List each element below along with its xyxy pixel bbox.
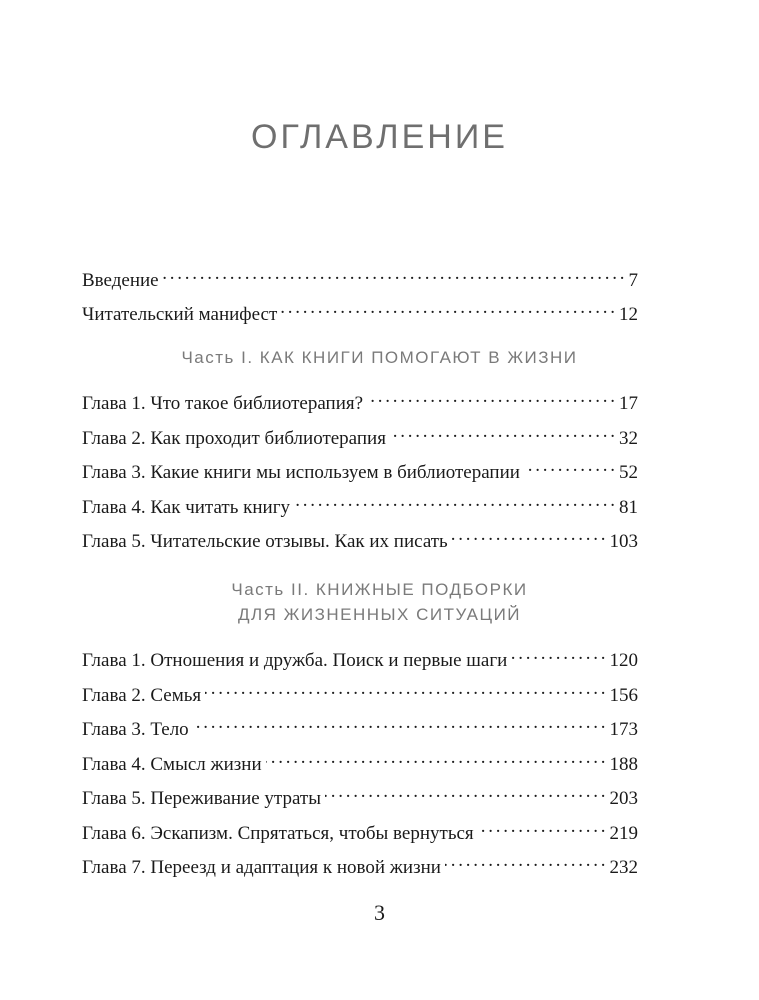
- toc-entry-label: Глава 2. Семья: [82, 685, 202, 706]
- toc-entry-label: Глава 1. Что такое библиотерапия?: [82, 393, 364, 414]
- toc-entry: [82, 780, 638, 811]
- dot-leader: [478, 815, 606, 839]
- toc-entry-page: 12: [619, 304, 638, 325]
- toc-entry: [82, 262, 638, 293]
- toc-entry-page: 188: [609, 754, 638, 775]
- toc-entry: [82, 849, 638, 880]
- toc-entry-page: 156: [609, 685, 638, 706]
- dot-leader: [524, 454, 615, 478]
- toc-entry: [82, 420, 638, 451]
- toc-entry-label: Глава 1. Отношения и дружба. Поиск и первые шаги: [82, 650, 508, 671]
- part-heading-line-2: ДЛЯ ЖИЗНЕННЫХ СИТУАЦИЙ: [237, 605, 522, 624]
- toc-entry-page: 203: [609, 788, 638, 809]
- toc-entry: [82, 642, 638, 673]
- toc-entry-label: Введение: [82, 270, 159, 291]
- dot-leader: [193, 711, 606, 735]
- toc-entry: [82, 746, 638, 777]
- toc-entry: [82, 296, 638, 327]
- toc-entry-label: Глава 3. Какие книги мы используем в библиотерапии: [82, 462, 520, 483]
- toc-entry: [82, 385, 638, 416]
- toc-entry-page: 219: [609, 823, 638, 844]
- page-number: 3: [374, 900, 385, 925]
- toc-entry-page: 120: [609, 650, 638, 671]
- part-heading: Часть I. КАК КНИГИ ПОМОГАЮТ В ЖИЗНИ: [181, 348, 578, 367]
- dot-leader: [452, 523, 606, 547]
- part-heading: Часть II. КНИЖНЫЕ ПОДБОРКИ: [231, 580, 528, 599]
- toc-entry-page: 232: [609, 857, 638, 878]
- dot-leader: [390, 420, 615, 444]
- dot-leader: [266, 746, 606, 770]
- toc-entry: [82, 454, 638, 485]
- dot-leader: [205, 677, 605, 701]
- toc-entry-label: Глава 5. Читательские отзывы. Как их писать: [82, 531, 448, 552]
- toc-entry: [82, 711, 638, 742]
- dot-leader: [445, 849, 606, 873]
- page-title: ОГЛАВЛЕНИЕ: [251, 118, 508, 156]
- toc-entry: [82, 489, 638, 520]
- toc-entry-label: Глава 2. Как проходит библиотерапия: [82, 428, 386, 449]
- dot-leader: [163, 262, 625, 286]
- toc-entry-page: 17: [619, 393, 638, 414]
- toc-entry: [82, 523, 638, 554]
- toc-entry-page: 32: [619, 428, 638, 449]
- dot-leader: [367, 385, 615, 409]
- dot-leader: [325, 780, 606, 804]
- toc-entry-label: Читательский манифест: [82, 304, 278, 325]
- toc-entry-label: Глава 5. Переживание утраты: [82, 788, 321, 809]
- dot-leader: [294, 489, 615, 513]
- toc-entry-label: Глава 3. Тело: [82, 719, 189, 740]
- toc-entry-label: Глава 6. Эскапизм. Спрятаться, чтобы вернуться: [82, 823, 474, 844]
- toc-entry: [82, 815, 638, 846]
- toc-entry-page: 173: [609, 719, 638, 740]
- toc-entry-page: 7: [628, 270, 638, 291]
- toc-entry-label: Глава 4. Как читать книгу: [82, 497, 290, 518]
- dot-leader: [511, 642, 605, 666]
- toc-entry: [82, 677, 638, 708]
- toc-entry-label: Глава 4. Смысл жизни: [82, 754, 262, 775]
- toc-entry-label: Глава 7. Переезд и адаптация к новой жизни: [82, 857, 441, 878]
- toc-entry-page: 81: [619, 497, 638, 518]
- dot-leader: [281, 296, 615, 320]
- toc-entry-page: 103: [609, 531, 638, 552]
- toc-entry-page: 52: [619, 462, 638, 483]
